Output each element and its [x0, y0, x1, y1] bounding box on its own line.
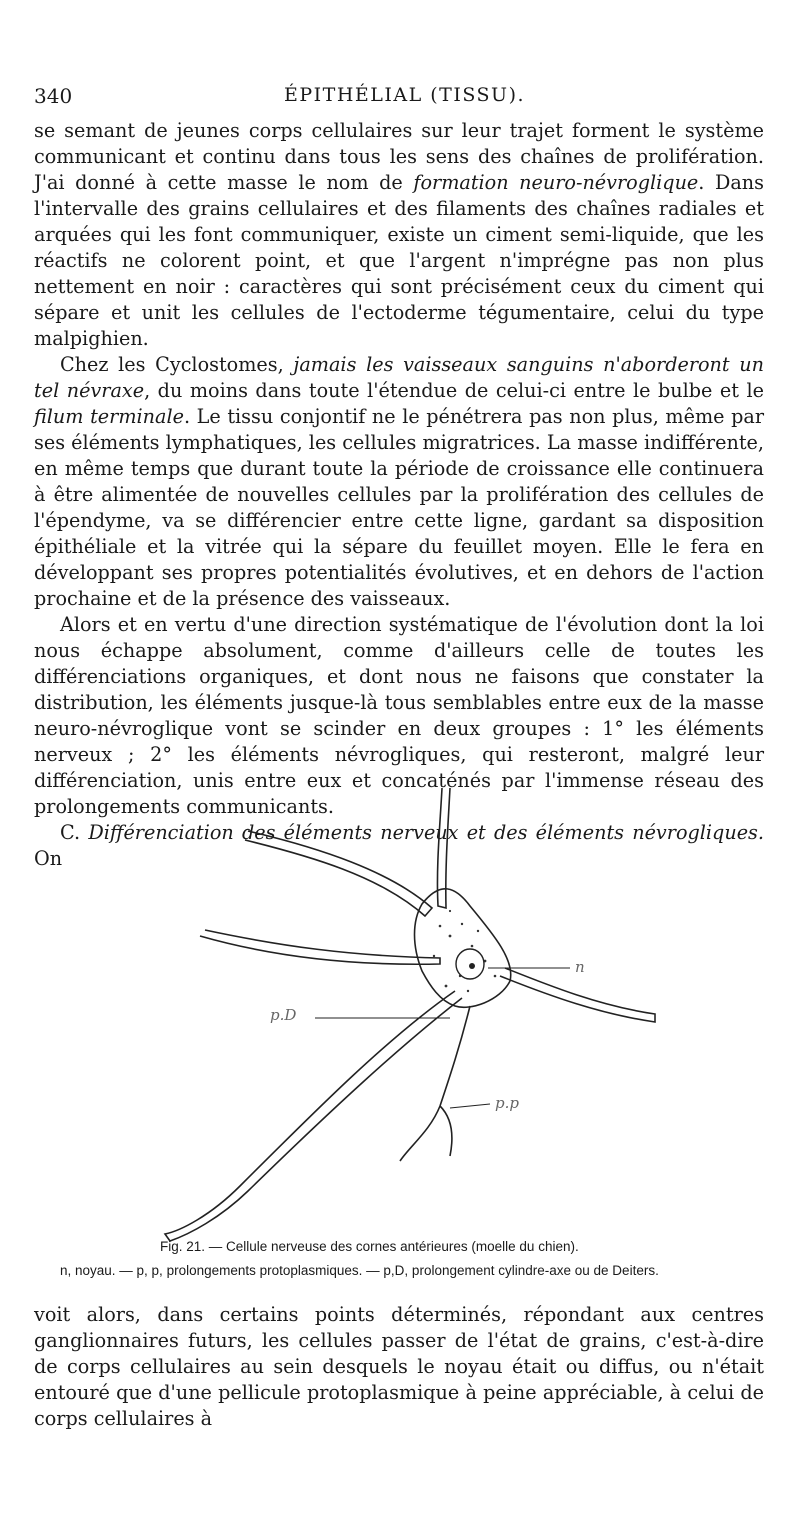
paragraph-text: . Dans l'intervalle des grains cellulaires et des filaments des chaînes radiales et arquées qui les font communiquer, existe un ciment semi-liquide, que les réactifs ne colorent point, et que l'argent n'imprégne pas non plus nettement en noir : caractères qui sont précisément ceux du ciment qui sépare et unit les cellules de l'ectoderme tégumentaire, celui du type malpighien. — [34, 171, 765, 350]
italic-text: formation neuro-névroglique — [413, 171, 699, 194]
paragraph-text: . Le tissu conjontif ne le pénétrera pas non plus, même par ses éléments lymphatiques, les cellules migratrices. La masse indifférente, en même temps que durant toute la période de croissance elle continuera à être alimentée de nouvelles cellules par la prolifération des cellules de l'épendyme, va se différencier entre cette ligne, gardant sa disposition épithéliale et la vitrée qui la sépare du feuillet moyen. Elle le fera en développant ses propres potentialités évolutives, et en dehors de l'action prochaine et de la présence des vaisseaux. — [34, 405, 764, 610]
page-number: 340 — [34, 84, 73, 108]
right-process — [500, 968, 655, 1022]
nucleolus — [469, 963, 475, 969]
body-text-top — [34, 118, 764, 872]
label-pp: p.p — [495, 1094, 519, 1112]
figure-caption-title: Fig. 21. — Cellule nerveuse des cornes antérieures (moelle du chien). — [160, 1239, 579, 1254]
paragraph — [34, 1302, 764, 1432]
italic-text: jamais les vaisseaux sanguins n'aborderont un tel névraxe — [34, 353, 764, 402]
paragraph-text: Alors et en vertu d'une direction systématique de l'évolution dont la loi nous échappe absolument, comme d'ailleurs celle de toutes les différenciations organiques, et dont nous ne faisons que constater la distribution, les éléments jusque-là tous semblables entre eux de la masse neuro-névroglique vont se scinder en deux groupes : 1° les éléments nerveux ; 2° les éléments névrogliques, qui resteront, malgré leur différenciation, unis entre eux et concaténés par l'immense réseau des prolongements communicants. — [34, 613, 764, 818]
axon-process — [165, 991, 462, 1241]
paragraph-text: se semant de jeunes corps cellulaires sur leur trajet forment le système communicant et continu dans tous les sens des chaînes de prolifération. J'ai donné à cette masse le nom de — [34, 119, 764, 194]
body-text-bottom — [34, 1302, 764, 1432]
cell-body — [415, 889, 511, 1008]
italic-text: filum terminale — [34, 405, 184, 428]
paragraph-text: Chez les Cyclostomes, — [60, 353, 294, 376]
lower-process — [400, 1006, 470, 1161]
paragraph-text: On — [34, 847, 63, 870]
running-title: ÉPITHÉLIAL (TISSU). — [284, 84, 526, 106]
label-pD: p.D — [270, 1006, 297, 1024]
figure-nerve-cell — [150, 786, 670, 1246]
paragraph-text: , du moins dans toute l'étendue de celui-ci entre le bulbe et le — [144, 379, 764, 402]
figure-caption-legend: n, noyau. — p, p, prolongements protoplasmiques. — p,D, prolongement cylindre-axe ou de Deiters. — [60, 1263, 659, 1278]
paragraph-text: voit alors, dans certains points déterminés, répondant aux centres ganglionnaires futurs, les cellules passer de l'état de grains, c'est-à-dire de corps cellulaires au sein desquels le noyau était ou diffus, ou n'était entouré que d'une pellicule protoplasmique à peine appréciable, à celui de corps cellulaires à — [34, 1303, 764, 1430]
paragraph — [34, 118, 764, 352]
upper-left-process — [245, 831, 432, 916]
page-header — [34, 84, 764, 112]
left-process — [200, 930, 440, 964]
nerve-cell-illustration — [150, 786, 670, 1246]
paragraph — [34, 352, 764, 612]
paragraph-text: C. — [60, 821, 89, 844]
label-n: n — [575, 958, 585, 976]
italic-text: Différenciation des éléments nerveux et des éléments névrogliques. — [88, 821, 764, 844]
